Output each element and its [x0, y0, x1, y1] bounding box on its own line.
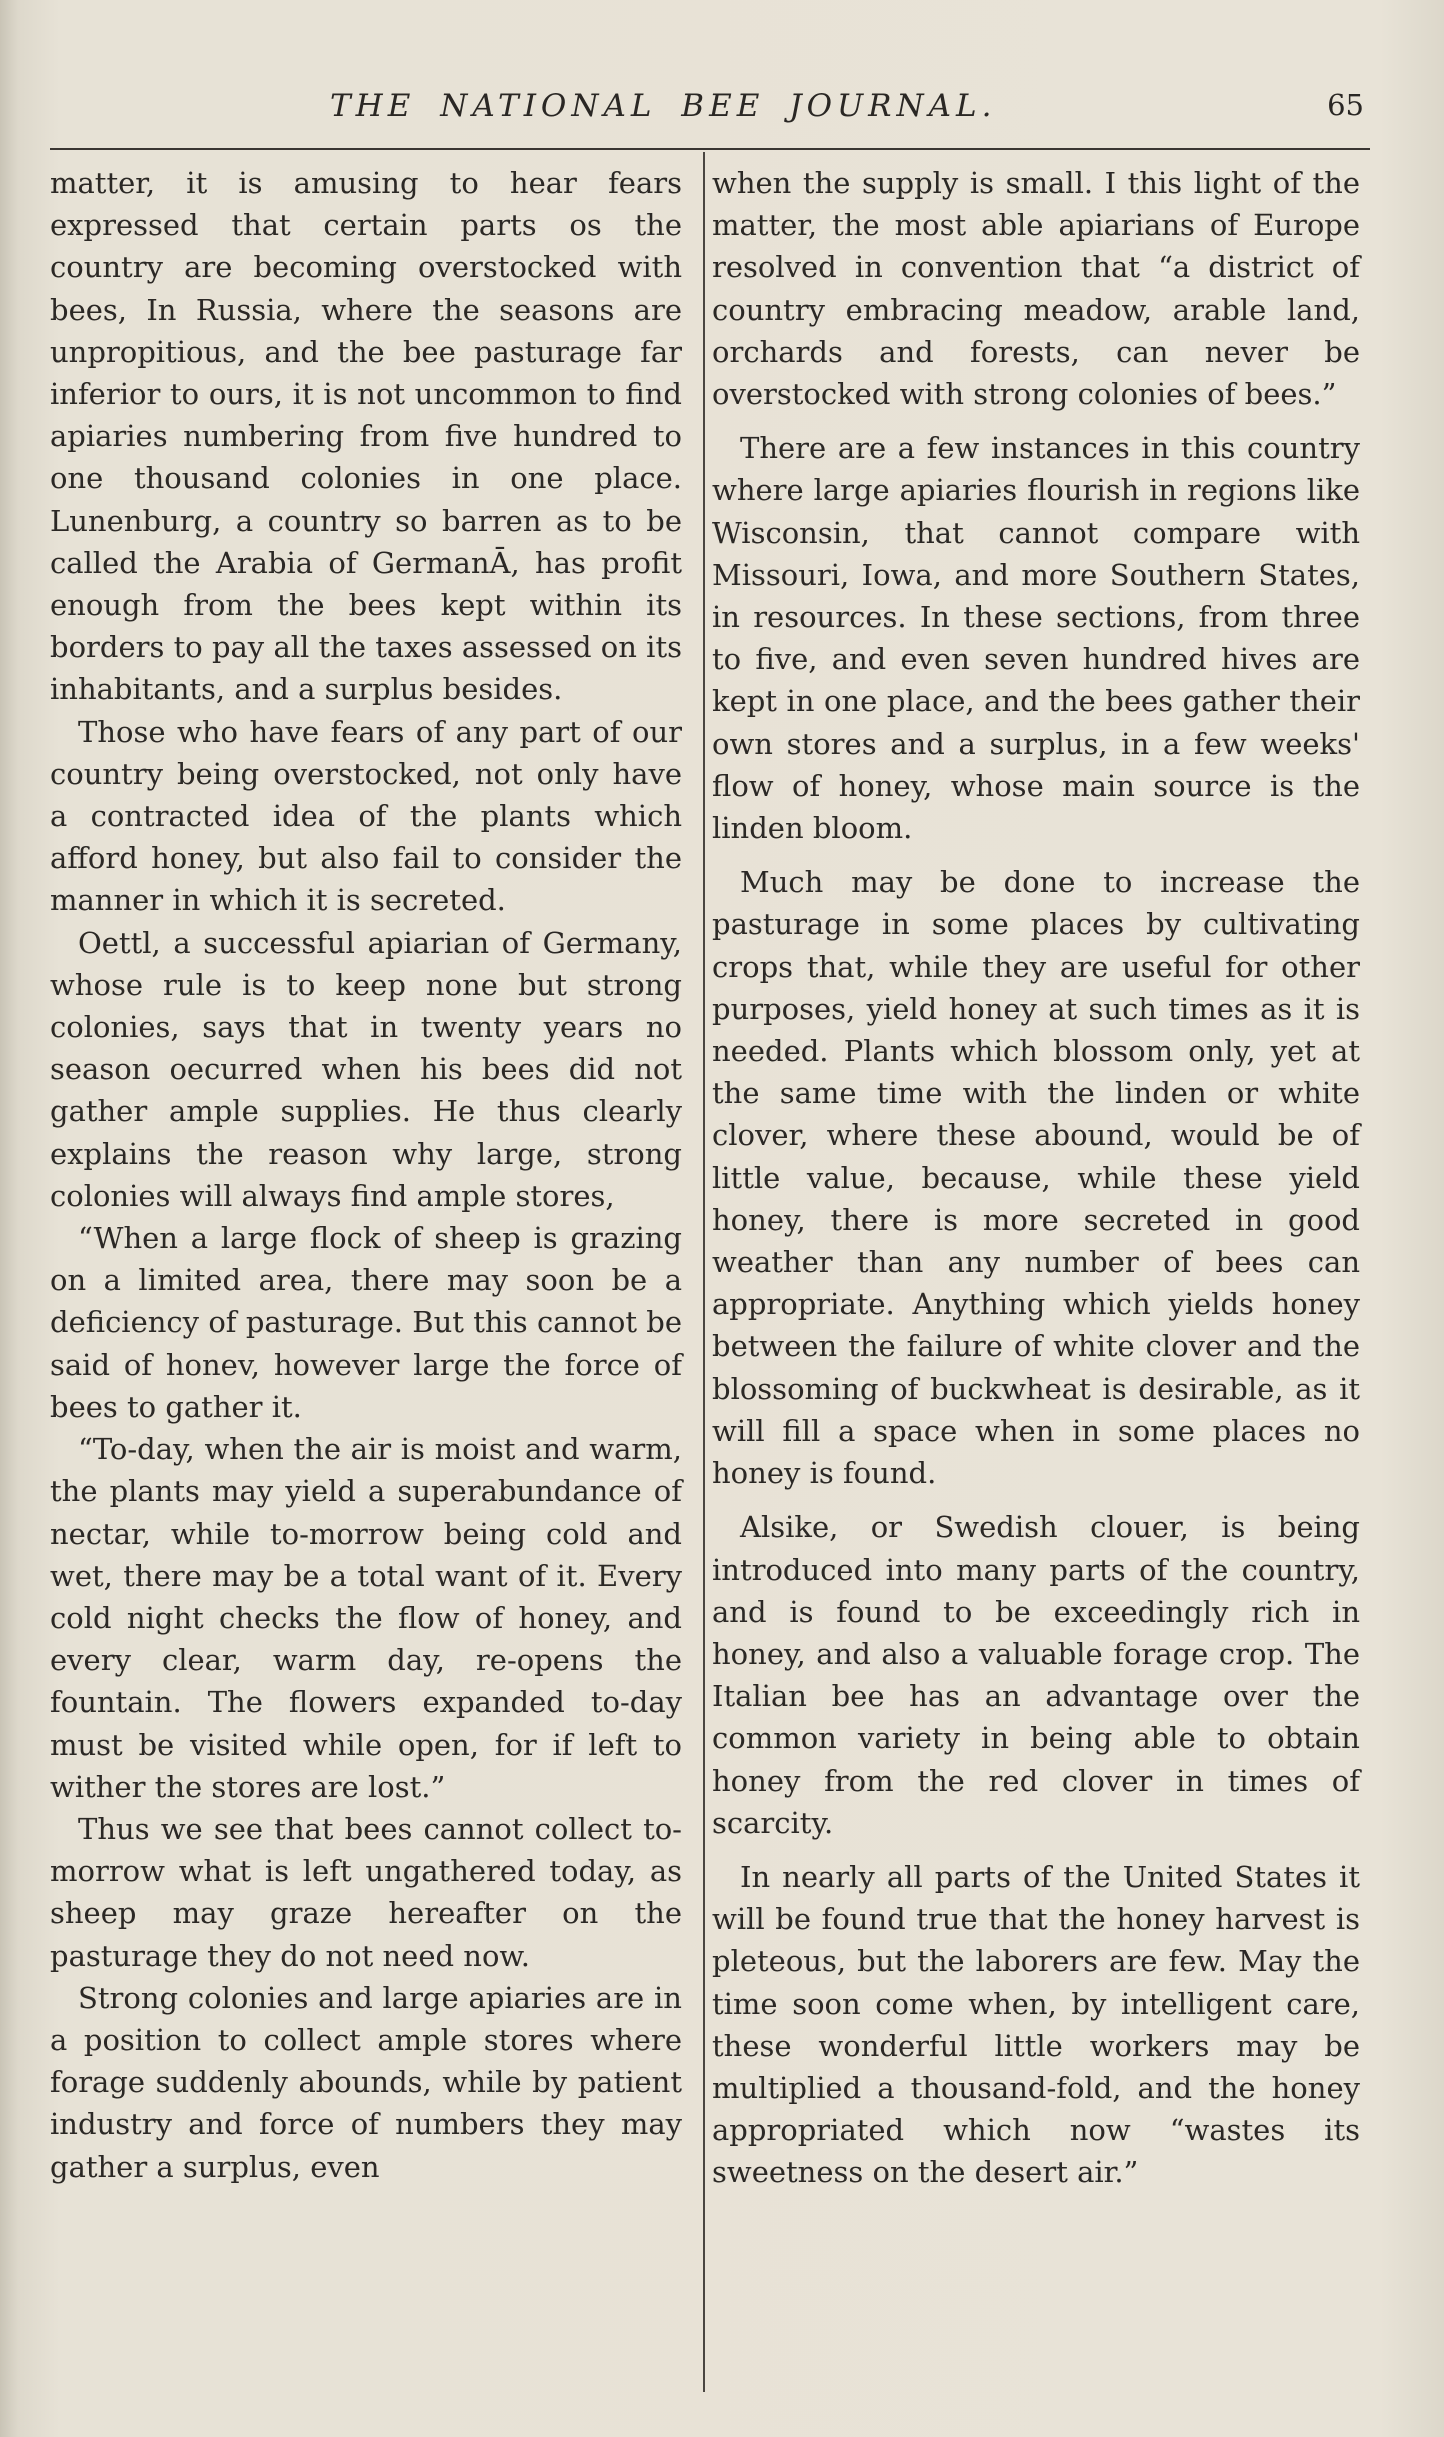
paragraph: Those who have fears of any part of our country being overstocked, not only have a contracted idea of the plants which afford honey, but also fail to consider the manner in which it is secreted. — [50, 714, 682, 918]
paragraph: “To-day, when the air is moist and warm, the plants may yield a superabundance of nectar, while to-morrow being cold and wet, there may be a total want of it. Every cold night checks the flow of honey, and every clear, warm day, re-opens the fountain. The flowers expanded to-day must be visited while open, for if left to wither the stores are lost.” — [50, 1432, 682, 1804]
right-column — [712, 162, 1360, 2194]
running-header — [330, 88, 1364, 138]
paragraph: Strong colonies and large apiaries are in a position to collect ample stores where forage suddenly abounds, while by patient industry and force of numbers they may gather a surplus, even — [50, 1980, 682, 2184]
paragraph: There are a few instances in this country where large apiaries flourish in regions like Wisconsin, that cannot compare with Missouri, Iowa, and more Southern States, in resources. In these sections, from three to five, and even seven hundred hives are kept in one place, and the bees gather their own stores and a surplus, in a few weeks' flow of honey, whose main source is the linden bloom. — [712, 431, 1360, 846]
page-number: 65 — [1327, 88, 1364, 122]
left-column — [50, 162, 682, 2188]
header-rule — [50, 148, 1370, 150]
paragraph: Oettl, a successful apiarian of Germany, whose rule is to keep none but strong colonies, says that in twenty years no season oecurred when his bees did not gather ample supplies. He thus clearly explains the reason why large, strong colonies will always find ample stores, — [50, 925, 682, 1213]
paragraph: In nearly all parts of the United States it will be found true that the honey harvest is pleteous, but the laborers are few. May the time soon come when, by intelligent care, these wonderful little workers may be multiplied a thousand-fold, and the honey appropriated which now “wastes its sweetness on the desert air.” — [712, 1859, 1360, 2190]
column-divider — [703, 152, 705, 2392]
paragraph: Alsike, or Swedish clouer, is being introduced into many parts of the country, and is found to be exceedingly rich in honey, and also a valuable forage crop. The Italian bee has an advantage over the common variety in being able to obtain honey from the red clover in times of scarcity. — [712, 1510, 1360, 1840]
paragraph: Thus we see that bees cannot collect to-morrow what is left ungathered today, as sheep may graze hereafter on the pasturage they do not need now. — [50, 1811, 682, 1973]
paragraph: matter, it is amusing to hear fears expressed that certain parts os the country are becoming overstocked with bees, In Russia, where the seasons are unpropitious, and the bee pasturage far inferior to ours, it is not uncommon to find apiaries numbering from five hundred to one thousand colonies in one place. Lunenburg, a country so barren as to be called the Arabia of GermanĀ, has profit enough from the bees kept within its borders to pay all the taxes assessed on its inhabitants, and a surplus besides. — [50, 166, 682, 707]
paragraph: when the supply is small. I this light of the matter, the most able apiarians of Europe resolved in convention that “a district of country embracing meadow, arable land, orchards and forests, can never be overstocked with strong colonies of bees.” — [712, 166, 1360, 412]
journal-title: THE NATIONAL BEE JOURNAL. — [330, 88, 997, 124]
paragraph: Much may be done to increase the pasturage in some places by cultivating crops that, while they are useful for other purposes, yield honey at such times as it is needed. Plants which blossom only, yet at the same time with the linden or white clover, where these abound, would be of little value, because, while these yield honey, there is more secreted in good weather than any number of bees can appropriate. Anything which yields honey between the failure of white clover and the blossoming of buckwheat is desirable, as it will fill a space when in some places no honey is found. — [712, 865, 1360, 1491]
paragraph: “When a large flock of sheep is grazing on a limited area, there may soon be a deficiency of pasturage. But this cannot be said of honev, however large the force of bees to gather it. — [50, 1221, 682, 1424]
